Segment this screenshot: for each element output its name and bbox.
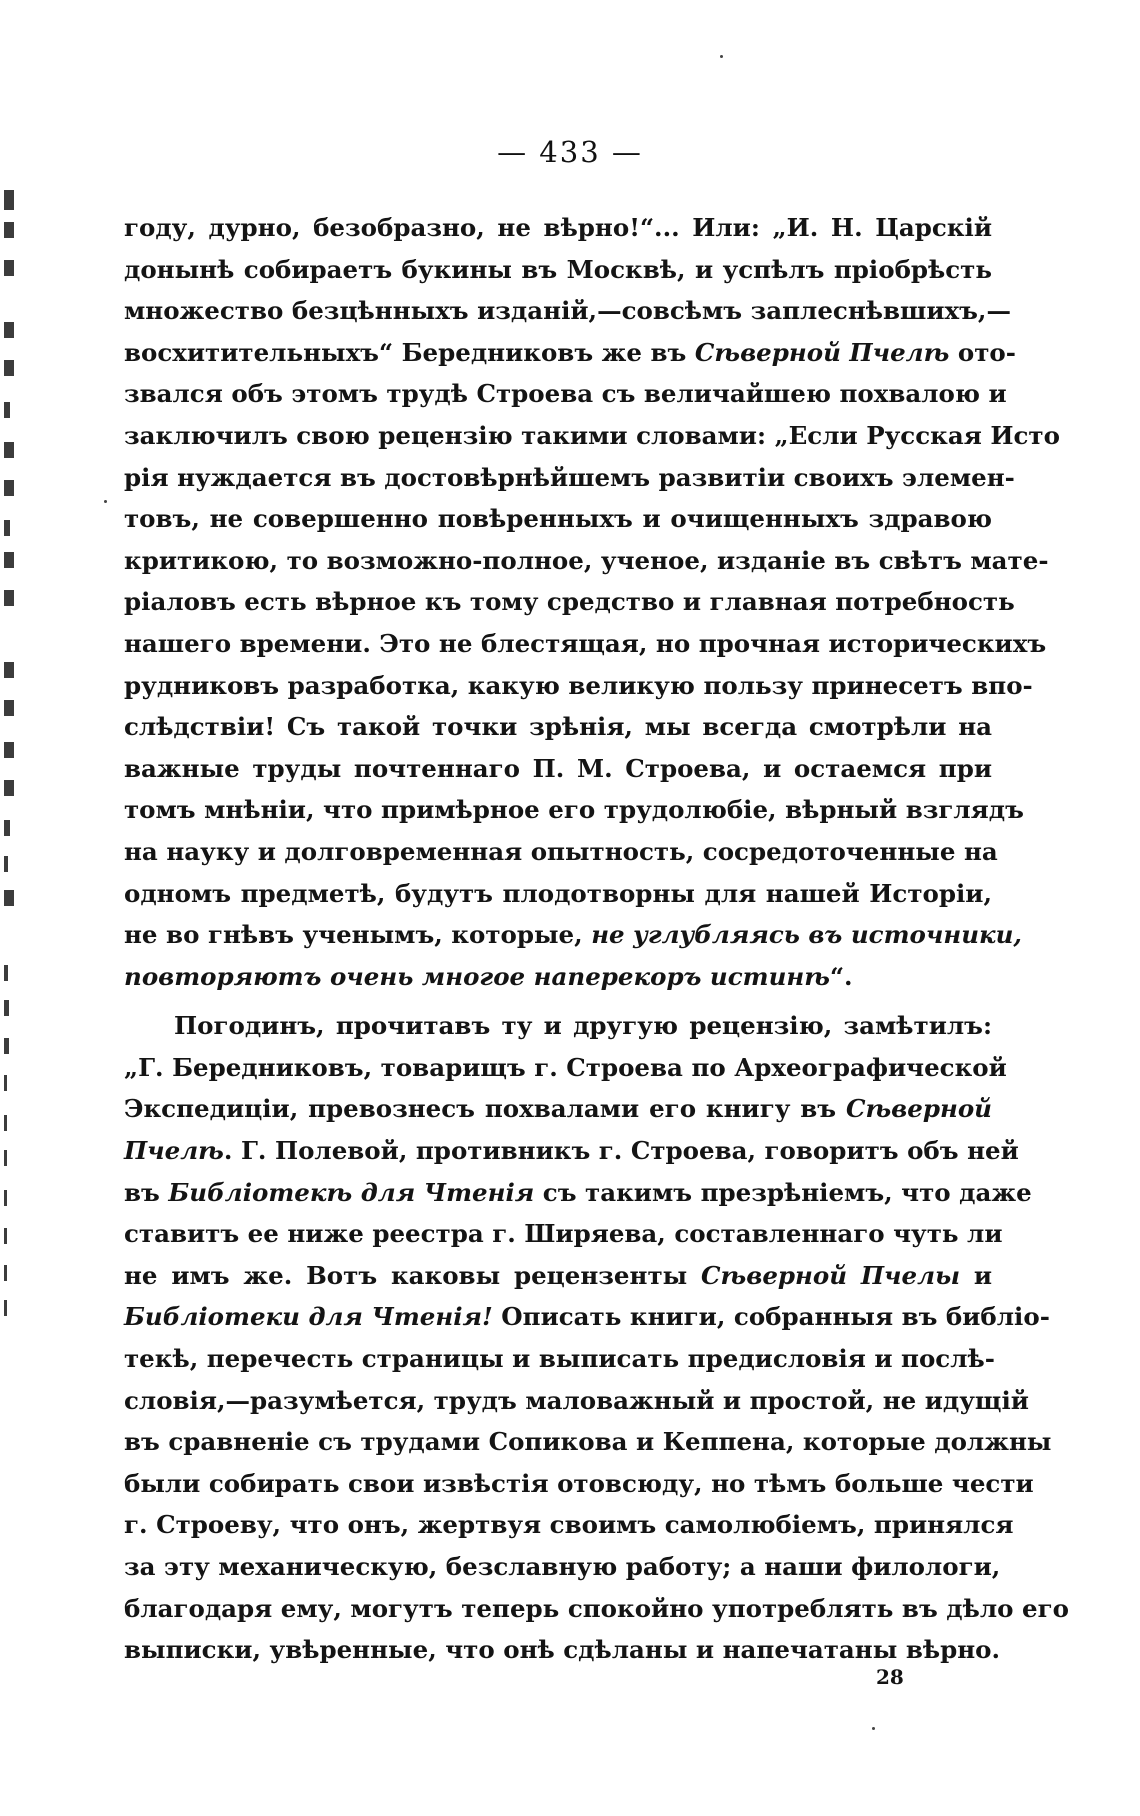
italic-title: Сѣверной Пчелѣ bbox=[694, 337, 950, 367]
text-span: рія нуждается въ достовѣрнѣйшемъ развитіи своихъ элемен- bbox=[124, 462, 1015, 492]
text-span: томъ мнѣніи, что примѣрное его трудолюбіе, вѣрный взглядъ bbox=[124, 795, 1024, 825]
text-line bbox=[124, 748, 992, 790]
text-line bbox=[124, 914, 1022, 956]
text-span: нашего времени. Это не блестящая, но прочная историческихъ bbox=[124, 628, 1047, 658]
signature-mark: 28 bbox=[876, 1665, 904, 1689]
text-line bbox=[124, 1421, 1052, 1463]
text-span: ріаловъ есть вѣрное къ тому средство и главная потребность bbox=[124, 587, 1015, 617]
text-line bbox=[124, 1629, 1001, 1671]
text-span: за эту механическую, безславную работу; а наши филологи, bbox=[124, 1552, 1001, 1581]
text-span: заключилъ свою рецензію такими словами: „Если Русская Исто bbox=[124, 420, 1060, 450]
italic-title: Библіотеки для Чтенія! bbox=[124, 1302, 493, 1332]
text-line bbox=[124, 457, 1015, 499]
text-span: множество безцѣнныхъ изданій,—совсѣмъ заплеснѣвшихъ,— bbox=[124, 296, 1011, 326]
text-line bbox=[124, 1130, 1019, 1172]
text-span: ставитъ ее ниже реестра г. Ширяева, составленнаго чуть ли bbox=[124, 1219, 1003, 1249]
text-line bbox=[124, 540, 1049, 582]
text-span: были собирать свои извѣстія отовсюду, но тѣмъ больше чести bbox=[124, 1468, 1034, 1498]
text-line bbox=[124, 1047, 1007, 1089]
italic-title: Сѣверной bbox=[845, 1094, 992, 1124]
text-line bbox=[124, 581, 1015, 623]
text-line bbox=[124, 1213, 1003, 1255]
text-span: рудниковъ разработка, какую великую пользу принесетъ впо- bbox=[124, 670, 1033, 700]
text-span: “. bbox=[829, 961, 853, 991]
text-span: не во гнѣвъ ученымъ, которые, bbox=[124, 920, 592, 950]
text-line bbox=[124, 1588, 1069, 1630]
text-line bbox=[124, 1380, 1029, 1422]
page-number: — 433 — bbox=[497, 135, 643, 169]
text-span: звался объ этомъ трудѣ Строева съ величайшею похвалою и bbox=[124, 379, 1007, 409]
text-line bbox=[124, 831, 998, 873]
text-span: въ сравненіе съ трудами Сопикова и Кеппена, которые должны bbox=[124, 1427, 1052, 1457]
text-span: на науку и долговременная опытность, сосредоточенные на bbox=[124, 836, 998, 866]
text-span: въ bbox=[124, 1177, 169, 1207]
text-line bbox=[124, 665, 1033, 707]
text-line bbox=[124, 249, 992, 291]
text-span: Описать книги, собранныя въ библіо- bbox=[492, 1302, 1050, 1332]
text-span: важные труды почтеннаго П. М. Строева, и остаемся при bbox=[124, 753, 992, 783]
text-line bbox=[124, 1088, 992, 1130]
text-line bbox=[124, 373, 1007, 415]
text-span: товъ, не совершенно повѣренныхъ и очищенныхъ здравою bbox=[124, 504, 992, 534]
text-span: Погодинъ, прочитавъ ту и другую рецензію, замѣтилъ: bbox=[174, 1011, 992, 1041]
text-line bbox=[124, 1296, 1050, 1338]
text-span: . Г. Полевой, противникъ г. Строева, говоритъ объ ней bbox=[223, 1136, 1019, 1166]
text-line bbox=[124, 789, 1024, 831]
text-span: „Г. Бередниковъ, товарищъ г. Строева по Археографической bbox=[124, 1052, 1007, 1082]
text-line bbox=[124, 1338, 995, 1380]
text-line bbox=[124, 498, 992, 540]
paragraph-1 bbox=[124, 207, 1060, 997]
text-span: году, дурно, безобразно, не вѣрно!“... Или: „И. Н. Царскій bbox=[124, 213, 992, 242]
text-line bbox=[124, 1546, 1001, 1588]
text-line bbox=[124, 623, 1047, 665]
text-span: и bbox=[960, 1260, 992, 1290]
text-line bbox=[124, 415, 1060, 457]
text-line bbox=[124, 207, 992, 249]
text-span: восхитительныхъ“ Бередниковъ же въ bbox=[124, 337, 695, 367]
text-span: выписки, увѣренные, что онѣ сдѣланы и напечатаны вѣрно. bbox=[124, 1635, 1001, 1665]
text-line bbox=[124, 1463, 1034, 1505]
italic-title: Пчелѣ bbox=[124, 1136, 224, 1166]
text-span: съ такимъ презрѣніемъ, что даже bbox=[534, 1177, 1032, 1207]
text-span: одномъ предметѣ, будутъ плодотворны для нашей Исторіи, bbox=[124, 878, 992, 908]
text-line bbox=[124, 290, 1011, 332]
text-line bbox=[124, 956, 992, 998]
text-line bbox=[124, 332, 1016, 374]
text-line bbox=[124, 706, 992, 748]
text-span: словія,—разумѣется, трудъ маловажный и простой, не идущій bbox=[124, 1385, 1029, 1415]
text-line bbox=[124, 1255, 992, 1297]
text-span: слѣдствіи! Съ такой точки зрѣнія, мы всегда смотрѣли на bbox=[124, 712, 992, 742]
main-text bbox=[124, 207, 1069, 1671]
text-span: г. Строеву, что онъ, жертвуя своимъ самолюбіемъ, принялся bbox=[124, 1510, 1014, 1540]
text-line bbox=[124, 1005, 992, 1047]
italic-title: не углубляясь въ источники, bbox=[591, 920, 1022, 950]
text-span: благодаря ему, могутъ теперь спокойно употреблять въ дѣло его bbox=[124, 1593, 1069, 1623]
text-span: критикою, то возможно-полное, ученое, изданіе въ свѣтъ мате- bbox=[124, 545, 1049, 575]
text-span: ото- bbox=[949, 337, 1016, 367]
text-span: Экспедиціи, превознесъ похвалами его книгу въ bbox=[124, 1094, 846, 1124]
italic-title: повторяютъ очень многое наперекоръ истинѣ bbox=[124, 961, 830, 991]
text-span: текѣ, перечесть страницы и выписать предисловія и послѣ- bbox=[124, 1344, 995, 1374]
text-line bbox=[124, 1172, 1032, 1214]
text-span: не имъ же. Вотъ каковы рецензенты bbox=[124, 1260, 702, 1290]
text-span: донынѣ собираетъ букины въ Москвѣ, и успѣлъ пріобрѣсть bbox=[124, 254, 992, 284]
text-line bbox=[124, 1504, 1014, 1546]
italic-title: Сѣверной Пчелы bbox=[701, 1260, 960, 1290]
paragraph-2 bbox=[124, 1005, 1069, 1671]
text-line bbox=[124, 873, 992, 915]
adjacent-page-edge bbox=[0, 190, 24, 1710]
italic-title: Библіотекѣ для Чтенія bbox=[168, 1177, 535, 1207]
